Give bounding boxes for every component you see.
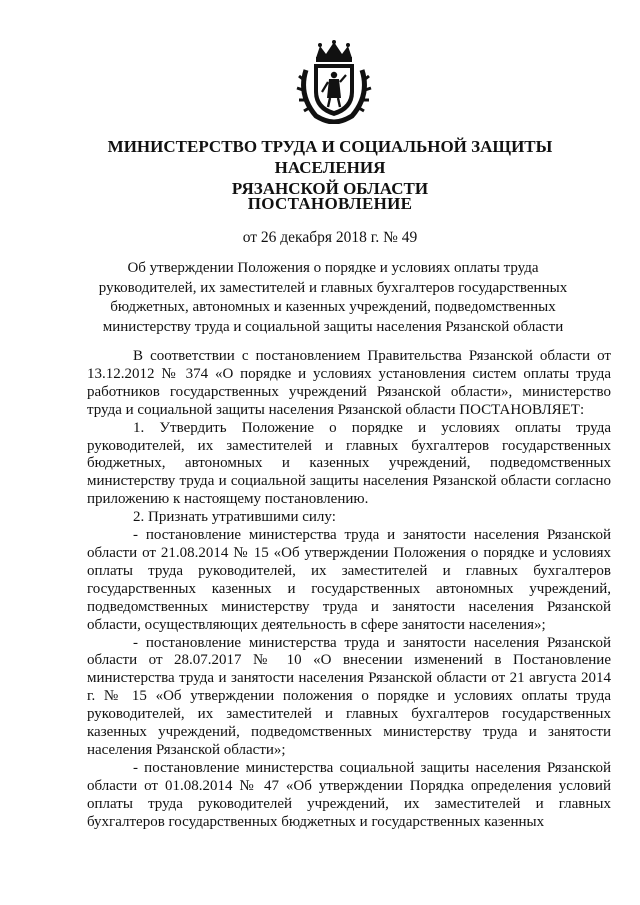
coat-of-arms-emblem — [296, 40, 372, 124]
document-type-title: ПОСТАНОВЛЕНИЕ — [247, 194, 413, 213]
body-paragraph-repeal-1: - постановление министерства труда и занятости населения Рязанской области от 21.08.2014 № 15 «Об утверждении Положения о порядке и условиях оплаты труда руководителей, их заместителей и главных бухгалтеров государственных казенных и государственных автономных учреждений, подведомственных министерству труда и занятости населения Рязанской области, осуществляющих деятельность в сфере занятости населения»; — [87, 527, 611, 633]
body-paragraph-item-2: 2. Признать утратившими силу: — [133, 509, 336, 526]
document-date-number: от 26 декабря 2018 г. № 49 — [242, 229, 418, 246]
document-body — [87, 348, 611, 831]
ministry-name-line2: РЯЗАНСКОЙ ОБЛАСТИ — [231, 179, 429, 198]
body-paragraph-repeal-2: - постановление министерства труда и занятости населения Рязанской области от 28.07.2017 № 10 «О внесении изменений в Постановление министерства труда и занятости населения Рязанской области от 21 августа 2014 г. № 15 «Об утверждении положения о порядке и условиях оплаты труда руководителей, их заместителей и главных бухгалтеров государственных казенных учреждений, подведомственных министерству труда и занятости населения Рязанской области»; — [87, 634, 611, 758]
ministry-name — [60, 136, 600, 199]
document-subject: Об утверждении Положения о порядке и условиях оплаты труда руководителей, их заместителей и главных бухгалтеров государственных бюджетных, автономных и казенных учреждений, подведомственных министерству труда и социальной защиты населения Рязанской области — [98, 260, 568, 335]
ministry-name-line1: МИНИСТЕРСТВО ТРУДА И СОЦИАЛЬНОЙ ЗАЩИТЫ НАСЕЛЕНИЯ — [107, 137, 553, 177]
body-paragraph-repeal-3: - постановление министерства социальной защиты населения Рязанской области от 01.08.2014 № 47 «Об утверждении Порядка определения условий оплаты труда руководителей учреждений, их заместителей и главных бухгалтеров государственных бюджетных и государственных казенных — [87, 759, 611, 830]
body-paragraph-item-1: 1. Утвердить Положение о порядке и условиях оплаты труда руководителей, их заместителей и главных бухгалтеров государственных бюджетных, автономных и казенных учреждений, подведомственных министерству труда и социальной защиты населения Рязанской области согласно приложению к настоящему постановлению. — [87, 419, 611, 508]
body-paragraph-preamble: В соответствии с постановлением Правительства Рязанской области от 13.12.2012 № 374 «О порядке и условиях установления систем оплаты труда работников государственных учреждений Рязанской области», министерство труда и социальной защиты населения Рязанской области ПОСТАНОВЛЯЕТ: — [87, 348, 611, 418]
